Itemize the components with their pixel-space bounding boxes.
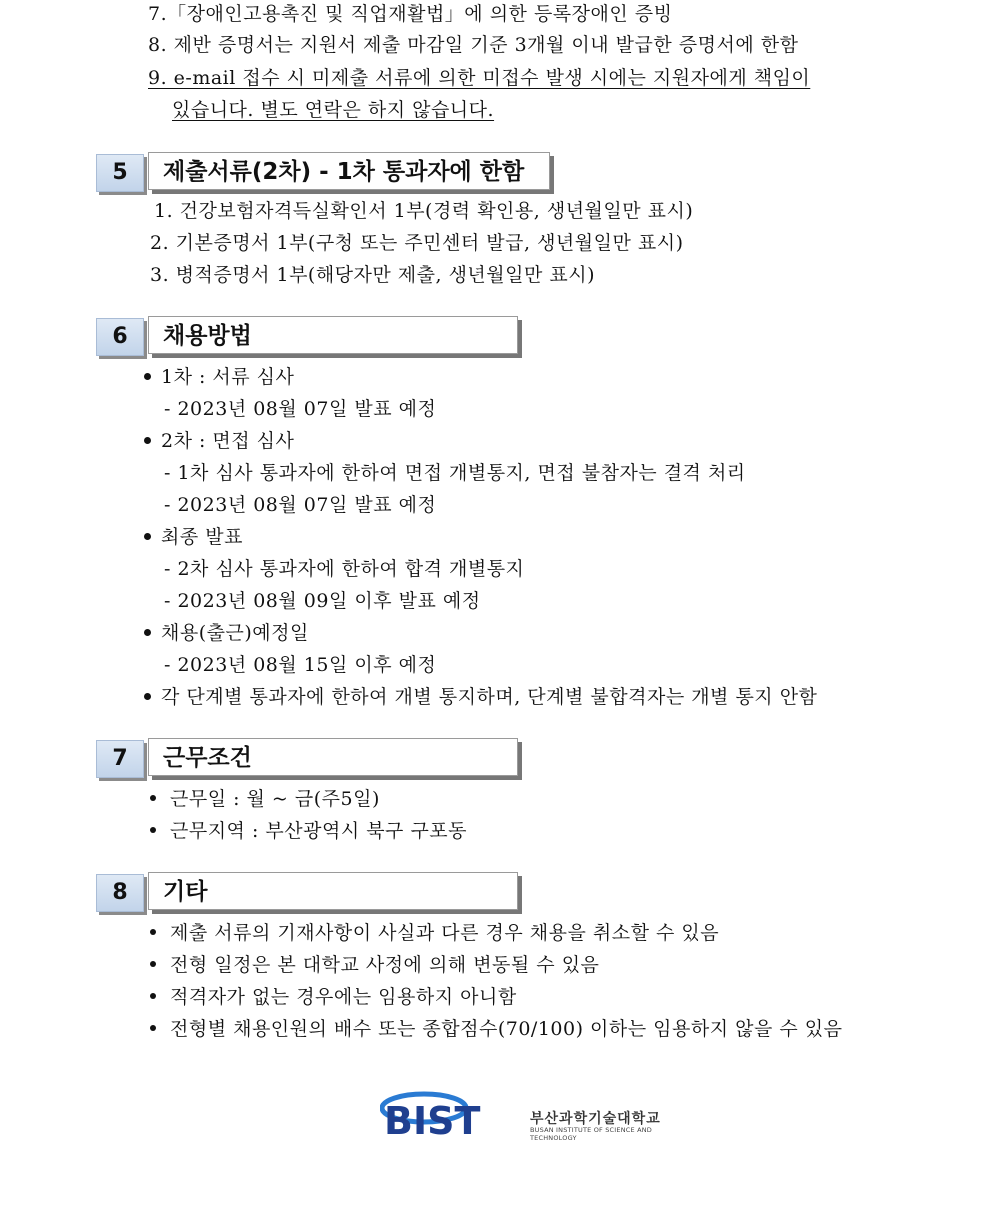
list-item: - 2023년 08월 07일 발표 예정 xyxy=(164,494,437,516)
section-5-item-3: 3. 병적증명서 1부(해당자만 제출, 생년월일만 표시) xyxy=(150,264,596,286)
section-title: 기타 xyxy=(148,872,518,910)
bullet-icon xyxy=(144,629,151,636)
bullet-icon xyxy=(150,795,156,801)
list-item: - 2023년 08월 09일 이후 발표 예정 xyxy=(164,590,481,612)
logo-mark-text: BIST xyxy=(384,1099,481,1140)
list-item: 근무지역 : 부산광역시 북구 구포동 xyxy=(150,817,467,845)
bullet-icon xyxy=(150,1025,156,1031)
section-title: 채용방법 xyxy=(148,316,518,354)
list-item: 전형 일정은 본 대학교 사정에 의해 변동될 수 있음 xyxy=(150,951,599,979)
bullet-icon xyxy=(150,827,156,833)
list-item: 최종 발표 xyxy=(144,523,243,551)
intro-item-8: 8. 제반 증명서는 지원서 제출 마감일 기준 3개월 이내 발급한 증명서에 한함 xyxy=(148,34,799,56)
list-item: 근무일 : 월 ~ 금(주5일) xyxy=(150,785,380,813)
list-item: - 2023년 08월 15일 이후 예정 xyxy=(164,654,437,676)
section-number: 6 xyxy=(96,318,144,356)
intro-item-7: 7.「장애인고용촉진 및 직업재활법」에 의한 등록장애인 증빙 xyxy=(148,3,673,25)
list-item: 채용(출근)예정일 xyxy=(144,619,309,647)
list-item: 각 단계별 통과자에 한하여 개별 통지하며, 단계별 불합격자는 개별 통지 안함 xyxy=(144,683,817,711)
bullet-icon xyxy=(144,373,151,380)
section-title: 제출서류(2차) - 1차 통과자에 한함 xyxy=(148,152,550,190)
section-5-item-2: 2. 기본증명서 1부(구청 또는 주민센터 발급, 생년월일만 표시) xyxy=(150,232,684,254)
bist-logo-mark xyxy=(380,1088,520,1140)
section-number: 7 xyxy=(96,740,144,778)
bullet-icon xyxy=(150,961,156,967)
section-5-header xyxy=(96,152,566,196)
list-item: 적격자가 없는 경우에는 임용하지 아니함 xyxy=(150,983,517,1011)
section-5-item-1: 1. 건강보험자격득실확인서 1부(경력 확인용, 생년월일만 표시) xyxy=(154,200,694,222)
bullet-icon xyxy=(144,437,151,444)
intro-item-9-cont: 있습니다. 별도 연락은 하지 않습니다. xyxy=(172,99,495,121)
list-item: - 1차 심사 통과자에 한하여 면접 개별통지, 면접 불참자는 결격 처리 xyxy=(164,462,746,484)
bullet-icon xyxy=(144,533,151,540)
list-item: - 2023년 08월 07일 발표 예정 xyxy=(164,398,437,420)
list-item: - 2차 심사 통과자에 한하여 합격 개별통지 xyxy=(164,558,525,580)
list-item: 1차 : 서류 심사 xyxy=(144,363,294,391)
bullet-icon xyxy=(144,693,151,700)
section-8-header xyxy=(96,872,526,916)
logo-english-name: BUSAN INSTITUTE OF SCIENCE AND TECHNOLOGY xyxy=(530,1126,653,1142)
section-number: 5 xyxy=(96,154,144,192)
logo-korean-name: 부산과학기술대학교 xyxy=(530,1111,661,1127)
bullet-icon xyxy=(150,993,156,999)
section-7-header xyxy=(96,738,526,782)
university-logo xyxy=(380,1088,700,1140)
list-item: 제출 서류의 기재사항이 사실과 다른 경우 채용을 취소할 수 있음 xyxy=(150,919,719,947)
section-6-header xyxy=(96,316,526,360)
bullet-icon xyxy=(150,929,156,935)
list-item: 2차 : 면접 심사 xyxy=(144,427,294,455)
section-number: 8 xyxy=(96,874,144,912)
list-item: 전형별 채용인원의 배수 또는 종합점수(70/100) 이하는 임용하지 않을 수 있음 xyxy=(150,1015,842,1043)
intro-item-9: 9. e-mail 접수 시 미제출 서류에 의한 미접수 발생 시에는 지원자에게 책임이 xyxy=(148,67,811,89)
section-title: 근무조건 xyxy=(148,738,518,776)
